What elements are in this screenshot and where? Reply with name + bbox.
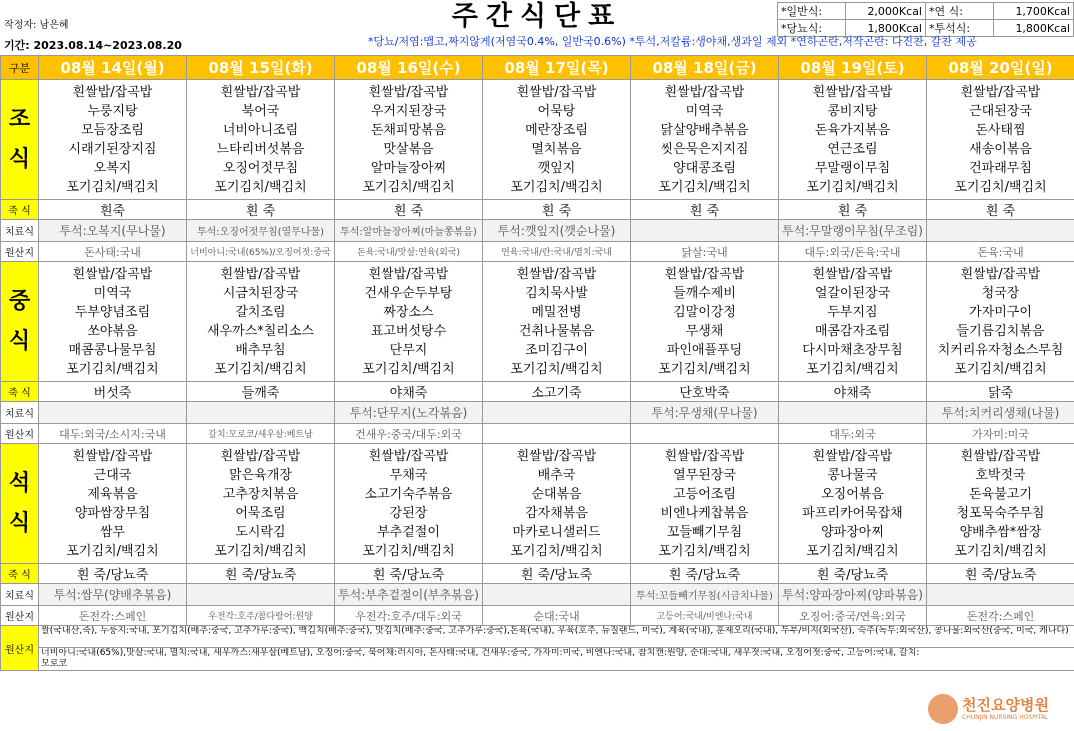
day-dishes <box>631 444 779 564</box>
dish-item: 포기김치/백김치 <box>954 179 1047 195</box>
porridge-item: 흰 죽 <box>927 200 1074 220</box>
dish-item: 흰쌀밥/잡곡밥 <box>368 84 449 100</box>
dish-item: 북어국 <box>241 103 280 119</box>
dish-item: 무생채 <box>685 323 724 339</box>
dish-item: 건취나물볶음 <box>518 323 595 339</box>
breakfast-label: 조 식 <box>1 80 39 200</box>
therapy-item: 투석:단무지(노각볶음) <box>335 402 483 424</box>
dish-item: 포기김치/백김치 <box>806 543 899 559</box>
porridge-item: 흰 죽/당뇨죽 <box>779 564 927 584</box>
therapy-label: 치료식 <box>1 220 39 242</box>
dish-item: 메밀전병 <box>531 304 582 320</box>
dish-item: 닭살양배추볶음 <box>660 122 749 138</box>
corner-label: 구분 <box>1 56 39 80</box>
dish-item: 근대된장국 <box>969 103 1032 119</box>
origin-item: 우전각:호주/참다랑어:원양 <box>187 606 335 626</box>
calorie-table <box>777 2 1074 37</box>
porridge-item: 야채죽 <box>779 382 927 402</box>
dish-item: 포기김치/백김치 <box>806 361 899 377</box>
dish-item: 파인애플푸딩 <box>666 342 743 358</box>
dish-item: 짜장소스 <box>383 304 434 320</box>
dish-item: 강된장 <box>389 505 428 521</box>
day-dishes <box>483 80 631 200</box>
dish-item: 흰쌀밥/잡곡밥 <box>220 84 301 100</box>
day-dishes <box>335 444 483 564</box>
dish-item: 콩비지탕 <box>827 103 878 119</box>
day-header: 08월 14일(월) <box>39 56 187 80</box>
dish-item: 모듬장조림 <box>81 122 144 138</box>
porridge-item: 흰 죽 <box>779 200 927 220</box>
calorie-key: *투석식: <box>926 20 994 37</box>
dish-item: 도시락김 <box>235 524 286 540</box>
author-label: 작정자: 남은혜 <box>4 20 69 31</box>
origin-footer-line: 너비아니:국내(65%),맛살:국내, 멸치:국내, 새우까스:새우살(베트남), 오징어:중국, 북어채:러시아, 돈사태:국내, 건새우:중국, 가자미:미국, 비엔나:국내, 참치캔:원양, 순대:국내, 새우젓:국내, 오징어젓:중국, 고등어:국내, 갈치:모로코 <box>39 648 1074 671</box>
therapy-item: 투석:치커리생채(나물) <box>927 402 1074 424</box>
therapy-item: 투석:꼬들빼기무침(시금치나물) <box>631 584 779 606</box>
dish-item: 흰쌀밥/잡곡밥 <box>960 448 1041 464</box>
dish-item: 쏘야볶음 <box>87 323 138 339</box>
calorie-value: 1,700Kcal <box>994 3 1074 20</box>
origin-label: 원산지 <box>1 242 39 262</box>
origin-footer-label: 원산지 <box>1 626 39 671</box>
day-dishes <box>39 444 187 564</box>
day-header: 08월 20일(일) <box>927 56 1074 80</box>
day-dishes <box>927 262 1074 382</box>
therapy-item: 투석:오복지(무나물) <box>39 220 187 242</box>
day-dishes <box>631 262 779 382</box>
dinner-label: 석 식 <box>1 444 39 564</box>
origin-item <box>631 424 779 444</box>
dish-item: 포기김치/백김치 <box>658 543 751 559</box>
dish-item: 새송이볶음 <box>969 141 1032 157</box>
dish-item: 포기김치/백김치 <box>362 361 455 377</box>
dish-item: 시래기된장지짐 <box>68 141 157 157</box>
dish-item: 가자미구이 <box>969 304 1032 320</box>
dish-item: 포기김치/백김치 <box>66 361 159 377</box>
porridge-item: 흰 죽 <box>631 200 779 220</box>
therapy-item: 투석:무말랭이무침(무조림) <box>779 220 927 242</box>
dish-item: 돈육가지볶음 <box>814 122 891 138</box>
day-dishes <box>187 262 335 382</box>
porridge-item: 흰 죽/당뇨죽 <box>483 564 631 584</box>
origin-item: 갈치:모로코/새우살:베트남 <box>187 424 335 444</box>
dish-item: 마카로니샐러드 <box>512 524 601 540</box>
calorie-key: *당뇨식: <box>778 20 846 37</box>
origin-item <box>483 424 631 444</box>
dish-item: 매콤감자조림 <box>814 323 891 339</box>
dish-item: 메란장조림 <box>525 122 588 138</box>
dish-item: 흰쌀밥/잡곡밥 <box>72 266 153 282</box>
dish-item: 두부양념조림 <box>74 304 151 320</box>
porridge-item: 들깨죽 <box>187 382 335 402</box>
menu-table <box>0 55 1074 671</box>
dish-item: 흰쌀밥/잡곡밥 <box>368 448 449 464</box>
dish-item: 표고버섯탕수 <box>370 323 447 339</box>
porridge-item: 흰 죽 <box>187 200 335 220</box>
day-header: 08월 18일(금) <box>631 56 779 80</box>
porridge-item: 흰 죽 <box>483 200 631 220</box>
day-dishes <box>779 444 927 564</box>
calorie-value: 1,800Kcal <box>846 20 926 37</box>
origin-item: 돈사태:국내 <box>39 242 187 262</box>
dish-item: 다시마채초장무침 <box>802 342 903 358</box>
dish-item: 무말랭이무침 <box>814 160 891 176</box>
therapy-item <box>927 584 1074 606</box>
dish-item: 느타리버섯볶음 <box>216 141 305 157</box>
dish-item: 흰쌀밥/잡곡밥 <box>664 84 745 100</box>
dish-item: 포기김치/백김치 <box>510 543 603 559</box>
origin-item: 돈전각:스페인 <box>927 606 1074 626</box>
dish-item: 고추장치볶음 <box>222 486 299 502</box>
therapy-item: 투석:부추겉절이(부추볶음) <box>335 584 483 606</box>
day-dishes <box>39 262 187 382</box>
dish-item: 양파장아찌 <box>821 524 884 540</box>
dish-item: 소고기숙주볶음 <box>364 486 453 502</box>
dish-item: 들기름김치볶음 <box>956 323 1045 339</box>
dish-item: 포기김치/백김치 <box>214 179 307 195</box>
dish-item: 고등어조림 <box>673 486 736 502</box>
porridge-item: 야채죽 <box>335 382 483 402</box>
dish-item: 제육볶음 <box>87 486 138 502</box>
dish-item: 흰쌀밥/잡곡밥 <box>516 266 597 282</box>
therapy-item <box>779 402 927 424</box>
lunch-label: 중 식 <box>1 262 39 382</box>
dish-item: 치커리유자청소스무침 <box>937 342 1064 358</box>
dish-item: 오복지 <box>93 160 132 176</box>
therapy-item <box>39 402 187 424</box>
dish-item: 맛살볶음 <box>383 141 434 157</box>
day-header: 08월 17일(목) <box>483 56 631 80</box>
dish-item: 흰쌀밥/잡곡밥 <box>368 266 449 282</box>
dish-item: 순대볶음 <box>531 486 582 502</box>
day-dishes <box>483 262 631 382</box>
dish-item: 호박젓국 <box>975 467 1026 483</box>
dish-item: 포기김치/백김치 <box>66 179 159 195</box>
dish-item: 얼갈이된장국 <box>814 285 891 301</box>
dish-item: 포기김치/백김치 <box>214 543 307 559</box>
day-header: 08월 15일(화) <box>187 56 335 80</box>
origin-item: 돈전각:스페인 <box>39 606 187 626</box>
hospital-name: 천진요양병원 <box>962 696 1049 714</box>
dish-item: 포기김치/백김치 <box>954 361 1047 377</box>
dish-item: 두부지짐 <box>827 304 878 320</box>
day-dishes <box>335 80 483 200</box>
dish-item: 흰쌀밥/잡곡밥 <box>516 84 597 100</box>
dish-item: 포기김치/백김치 <box>214 361 307 377</box>
origin-item: 돈육:국내 <box>927 242 1074 262</box>
porridge-item: 소고기죽 <box>483 382 631 402</box>
therapy-item: 투석:양파장아찌(양파볶음) <box>779 584 927 606</box>
dish-item: 열무된장국 <box>673 467 736 483</box>
dish-item: 어묵조림 <box>235 505 286 521</box>
dish-item: 흰쌀밥/잡곡밥 <box>220 448 301 464</box>
therapy-item <box>631 220 779 242</box>
porridge-item: 흰 죽/당뇨죽 <box>335 564 483 584</box>
therapy-item: 투석:알마늘장아찌(마늘쫑볶음) <box>335 220 483 242</box>
dish-item: 새우까스*칠리소스 <box>207 323 314 339</box>
dish-item: 매콤콩나물무침 <box>68 342 157 358</box>
dish-item: 흰쌀밥/잡곡밥 <box>960 266 1041 282</box>
dish-item: 맑은육개장 <box>229 467 292 483</box>
porridge-label: 죽 식 <box>1 200 39 220</box>
dish-item: 들깨수제비 <box>673 285 736 301</box>
dish-item: 흰쌀밥/잡곡밥 <box>812 84 893 100</box>
origin-item: 가자미:미국 <box>927 424 1074 444</box>
day-dishes <box>187 444 335 564</box>
origin-item: 대두:외국/소시지:국내 <box>39 424 187 444</box>
origin-label: 원산지 <box>1 424 39 444</box>
dish-item: 흰쌀밥/잡곡밥 <box>220 266 301 282</box>
dish-item: 흰쌀밥/잡곡밥 <box>664 448 745 464</box>
origin-item: 돈육:국내/맛살:연육(외국) <box>335 242 483 262</box>
dish-item: 포기김치/백김치 <box>658 179 751 195</box>
dish-item: 흰쌀밥/잡곡밥 <box>664 266 745 282</box>
dish-item: 흰쌀밥/잡곡밥 <box>812 448 893 464</box>
dish-item: 깻잎지 <box>537 160 576 176</box>
dish-item: 연근조림 <box>827 141 878 157</box>
dish-item: 갈치조림 <box>235 304 286 320</box>
dish-item: 흰쌀밥/잡곡밥 <box>72 84 153 100</box>
dish-item: 포기김치/백김치 <box>658 361 751 377</box>
origin-item: 고등어:국내/비엔나:국내 <box>631 606 779 626</box>
calorie-value: 1,800Kcal <box>994 20 1074 37</box>
day-dishes <box>631 80 779 200</box>
porridge-label: 죽 식 <box>1 564 39 584</box>
therapy-item: 투석:깻잎지(깻순나물) <box>483 220 631 242</box>
day-header: 08월 19일(토) <box>779 56 927 80</box>
porridge-item: 흰 죽/당뇨죽 <box>39 564 187 584</box>
dish-item: 포기김치/백김치 <box>954 543 1047 559</box>
origin-footer-line: 쌀(국내산,죽), 누룽지:국내, 포기김치(배추:중국, 고추가루:중국), 백김치(배추:중국), 맛김치(배추:중국, 고추가루:중국),돈육(국내), 우육(호주, 뉴질랜드, 미국), 계육(국내), 훈제오리(국내), 두부/비지(외국산), 숙주(녹두:외국산), 콩나물:외국산(중국, 미국, 캐나다) <box>39 626 1074 648</box>
therapy-label: 치료식 <box>1 584 39 606</box>
dish-item: 양배추쌈*쌈장 <box>959 524 1042 540</box>
origin-item: 건새우:중국/대두:외국 <box>335 424 483 444</box>
dish-item: 건새우순두부탕 <box>364 285 453 301</box>
dish-item: 우거지된장국 <box>370 103 447 119</box>
therapy-item <box>927 220 1074 242</box>
dish-item: 부추겉절이 <box>377 524 440 540</box>
dish-item: 포기김치/백김치 <box>510 361 603 377</box>
porridge-item: 흰 죽/당뇨죽 <box>631 564 779 584</box>
dish-item: 시금치된장국 <box>222 285 299 301</box>
day-dishes <box>483 444 631 564</box>
origin-item: 닭살:국내 <box>631 242 779 262</box>
origin-item: 대두:외국/돈육:국내 <box>779 242 927 262</box>
page-title: 주간식단표 <box>451 1 623 32</box>
day-dishes <box>335 262 483 382</box>
therapy-item <box>187 584 335 606</box>
diet-notice: *당뇨/저염:맵고,짜지않게(저염국0.4%, 일반국0.6%) *투석,저칼륨:생야채,생과일 제외 *연하곤란,저작곤란: 다진찬, 갈찬 제공 <box>368 35 977 48</box>
hospital-name-eng: CHUNJIN NURSING HOSPITAL <box>962 714 1049 721</box>
dish-item: 어묵탕 <box>537 103 576 119</box>
therapy-item: 투석:오징어젓무침(열무나물) <box>187 220 335 242</box>
calorie-value: 2,000Kcal <box>846 3 926 20</box>
dish-item: 김치묵사발 <box>525 285 588 301</box>
origin-item: 대두:외국 <box>779 424 927 444</box>
origin-item: 연육:국내/란:국내/멸치:국내 <box>483 242 631 262</box>
day-dishes <box>927 80 1074 200</box>
day-dishes <box>779 80 927 200</box>
day-dishes <box>927 444 1074 564</box>
origin-item: 우전각:호주/대두:외국 <box>335 606 483 626</box>
dish-item: 감자채볶음 <box>525 505 588 521</box>
dish-item: 흰쌀밥/잡곡밥 <box>516 448 597 464</box>
dish-item: 포기김치/백김치 <box>66 543 159 559</box>
calorie-key: *연 식: <box>926 3 994 20</box>
dish-item: 포기김치/백김치 <box>806 179 899 195</box>
dish-item: 포기김치/백김치 <box>362 179 455 195</box>
porridge-item: 닭죽 <box>927 382 1074 402</box>
dish-item: 알마늘장아찌 <box>370 160 447 176</box>
dish-item: 배추무침 <box>235 342 286 358</box>
porridge-label: 죽 식 <box>1 382 39 402</box>
dish-item: 누룽지탕 <box>87 103 138 119</box>
dish-item: 멸치볶음 <box>531 141 582 157</box>
therapy-item <box>483 584 631 606</box>
dish-item: 조미김구이 <box>525 342 588 358</box>
porridge-item: 흰 죽 <box>335 200 483 220</box>
dish-item: 돈채피망볶음 <box>370 122 447 138</box>
therapy-label: 치료식 <box>1 402 39 424</box>
dish-item: 쌈무 <box>99 524 126 540</box>
dish-item: 미역국 <box>685 103 724 119</box>
dish-item: 미역국 <box>93 285 132 301</box>
dish-item: 콩나물국 <box>827 467 878 483</box>
dish-item: 양대콩조림 <box>673 160 736 176</box>
therapy-item <box>483 402 631 424</box>
origin-label: 원산지 <box>1 606 39 626</box>
dish-item: 근대국 <box>93 467 132 483</box>
day-dishes <box>39 80 187 200</box>
porridge-item: 흰 죽/당뇨죽 <box>187 564 335 584</box>
dish-item: 청국장 <box>981 285 1020 301</box>
therapy-item: 투석:쌈무(양배추볶음) <box>39 584 187 606</box>
dish-item: 무채국 <box>389 467 428 483</box>
dish-item: 김말이강정 <box>673 304 736 320</box>
porridge-item: 버섯죽 <box>39 382 187 402</box>
period-label: 기간: 2023.08.14~2023.08.20 <box>4 39 182 52</box>
therapy-item: 투석:무생채(무나물) <box>631 402 779 424</box>
dish-item: 돈육불고기 <box>969 486 1032 502</box>
dish-item: 씻은묵은지지짐 <box>660 141 749 157</box>
dish-item: 오징어젓무침 <box>222 160 299 176</box>
therapy-item <box>187 402 335 424</box>
dish-item: 돈사태찜 <box>975 122 1026 138</box>
dish-item: 단무지 <box>389 342 428 358</box>
hospital-logo <box>928 692 1072 728</box>
dish-item: 너비아니조림 <box>222 122 299 138</box>
dish-item: 포기김치/백김치 <box>510 179 603 195</box>
porridge-item: 흰 죽/당뇨죽 <box>927 564 1074 584</box>
day-header: 08월 16일(수) <box>335 56 483 80</box>
dish-item: 흰쌀밥/잡곡밥 <box>960 84 1041 100</box>
day-dishes <box>779 262 927 382</box>
dish-item: 건파래무침 <box>969 160 1032 176</box>
tree-icon <box>928 694 958 724</box>
dish-item: 청포묵숙주무침 <box>956 505 1045 521</box>
dish-item: 양파쌈장무침 <box>74 505 151 521</box>
origin-item: 너비아니:국내(65%)/오징어젓:중국 <box>187 242 335 262</box>
day-dishes <box>187 80 335 200</box>
dish-item: 흰쌀밥/잡곡밥 <box>72 448 153 464</box>
dish-item: 파프리카어묵잡채 <box>802 505 903 521</box>
dish-item: 포기김치/백김치 <box>362 543 455 559</box>
porridge-item: 흰죽 <box>39 200 187 220</box>
dish-item: 오징어볶음 <box>821 486 884 502</box>
dish-item: 흰쌀밥/잡곡밥 <box>812 266 893 282</box>
dish-item: 비엔나케찹볶음 <box>660 505 749 521</box>
dish-item: 배추국 <box>537 467 576 483</box>
porridge-item: 단호박죽 <box>631 382 779 402</box>
dish-item: 꼬들빼기무침 <box>666 524 743 540</box>
origin-item: 순대:국내 <box>483 606 631 626</box>
origin-item: 오징어:중국/연육:외국 <box>779 606 927 626</box>
calorie-key: *일반식: <box>778 3 846 20</box>
